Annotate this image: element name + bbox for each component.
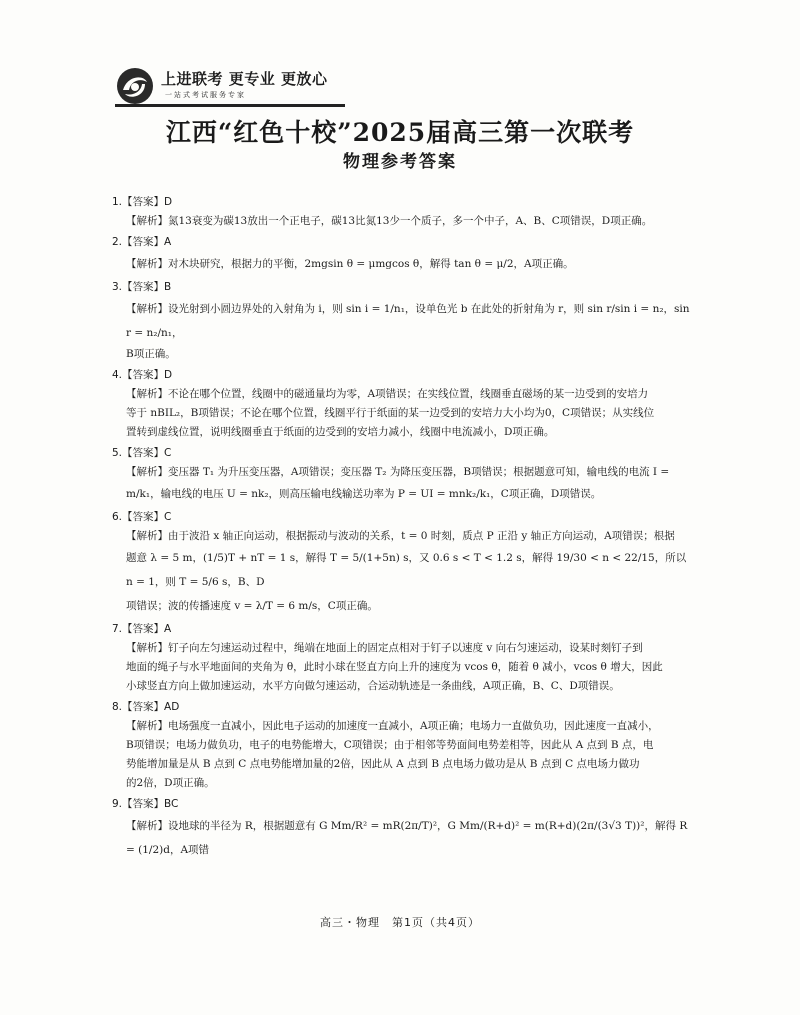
explanation-line: 【解析】电场强度一直减小，因此电子运动的加速度一直减小，A项正确；电场力一直做负功，因此速度一直减小， [126,720,659,732]
explanation-line: 势能增加量是从 B 点到 C 点电势能增加量的2倍，因此从 A 点到 B 点电场力做功是从 B 点到 C 点电场力做功 [126,758,640,770]
answer-item-1 [112,193,690,231]
answer-key: 2.【答案】A [112,236,172,248]
answer-key: 5.【答案】C [112,447,172,459]
publisher-logo [115,66,345,106]
answer-key: 3.【答案】B [112,281,172,293]
answer-key: 6.【答案】C [112,511,172,523]
explanation-line: 题意 λ = 5 m，(1/5)T + nT = 1 s，解得 T = 5/(1+5n) s，又 0.6 s < T < 1.2 s，解得 19/30 < n < 22/15，所以 n = 1，则 T = 5/6 s，B、D [126,552,687,588]
logo-tagline: 一站式考试服务专家 [165,91,246,99]
explanation-line: 【解析】变压器 T₁ 为升压变压器，A项错误；变压器 T₂ 为降压变压器，B项错误；根据题意可知，输电线的电流 I = [126,466,670,478]
explanation-line: 【解析】设光射到小圆边界处的入射角为 i，则 sin i = 1/n₁，设单色光 b 在此处的折射角为 r，则 sin r/sin i = n₂，sin r = n₂/n₁， [126,303,690,339]
explanation-line: 项错误；波的传播速度 v = λ/T = 6 m/s，C项正确。 [126,600,378,612]
answer-item-4 [112,366,690,442]
page-footer: 高三・物理 第1页（共4页） [320,916,480,929]
explanation-line: 小球竖直方向上做加速运动，水平方向做匀速运动，合运动轨迹是一条曲线，A项正确，B、C、D项错误。 [126,680,620,692]
explanation-line: 地面的绳子与水平地面间的夹角为 θ，此时小球在竖直方向上升的速度为 vcos θ，随着 θ 减小，vcos θ 增大，因此 [126,661,663,673]
explanation-line: 【解析】对木块研究，根据力的平衡，2mgsin θ = μmgcos θ，解得 tan θ = μ/2，A项正确。 [126,258,574,270]
answer-item-9 [112,795,690,862]
explanation-line: 【解析】由于波沿 x 轴正向运动，根据振动与波动的关系，t = 0 时刻，质点 P 正沿 y 轴正方向运动，A项错误；根据 [126,530,675,542]
explanation-line: 的2倍，D项正确。 [126,777,215,789]
explanation-line: 【解析】设地球的半径为 R，根据题意有 G Mm/R² = mR(2π/T)²，G Mm/(R+d)² = m(R+d)(2π/(3√3 T))²，解得 R = (1/2)d，A项错 [126,820,688,856]
swirl-logo-icon [115,66,155,106]
explanation-line: m/k₁，输电线的电压 U = nk₂，则高压输电线输送功率为 P = UI = mnk₂/k₁，C项正确，D项错误。 [126,488,602,500]
answer-key: 7.【答案】A [112,623,172,635]
explanation-line: B项正确。 [126,348,176,360]
explanation-line: 【解析】钉子向左匀速运动过程中，绳端在地面上的固定点相对于钉子以速度 v 向右匀速运动，设某时刻钉子到 [126,642,643,654]
answer-item-3 [112,278,690,364]
explanation-line: 置转到虚线位置，说明线圈垂直于纸面的边受到的安培力减小，线圈中电流减小，D项正确。 [126,426,555,438]
answer-item-7 [112,620,690,696]
exam-title: 江西“红色十校”2025届高三第一次联考 [165,118,635,147]
answer-key: 1.【答案】D [112,196,173,208]
explanation-line: 等于 nBIL₂，B项错误；不论在哪个位置，线圈平行于纸面的某一边受到的安培力大小均为0，C项错误；从实线位 [126,407,655,419]
logo-slogan: 上进联考 更专业 更放心 [161,70,328,88]
answer-item-2 [112,233,690,276]
answer-key: 9.【答案】BC [112,798,179,810]
answer-key: 8.【答案】AD [112,701,180,713]
page-subtitle: 物理参考答案 [343,152,457,172]
answer-item-6 [112,508,690,618]
explanation-line: 【解析】不论在哪个位置，线圈中的磁通量均为零，A项错误；在实线位置，线圈垂直磁场的某一边受到的安培力 [126,388,649,400]
answer-key: 4.【答案】D [112,369,173,381]
explanation-line: B项错误；电场力做负功，电子的电势能增大，C项错误；由于相邻等势面间电势差相等，因此从 A 点到 B 点，电 [126,739,654,751]
answer-item-8 [112,698,690,793]
header-divider [115,104,345,107]
explanation-line: 【解析】氮13衰变为碳13放出一个正电子，碳13比氮13少一个质子，多一个中子，A、B、C项错误，D项正确。 [126,215,653,227]
answer-list [112,193,690,864]
answer-item-5 [112,444,690,506]
